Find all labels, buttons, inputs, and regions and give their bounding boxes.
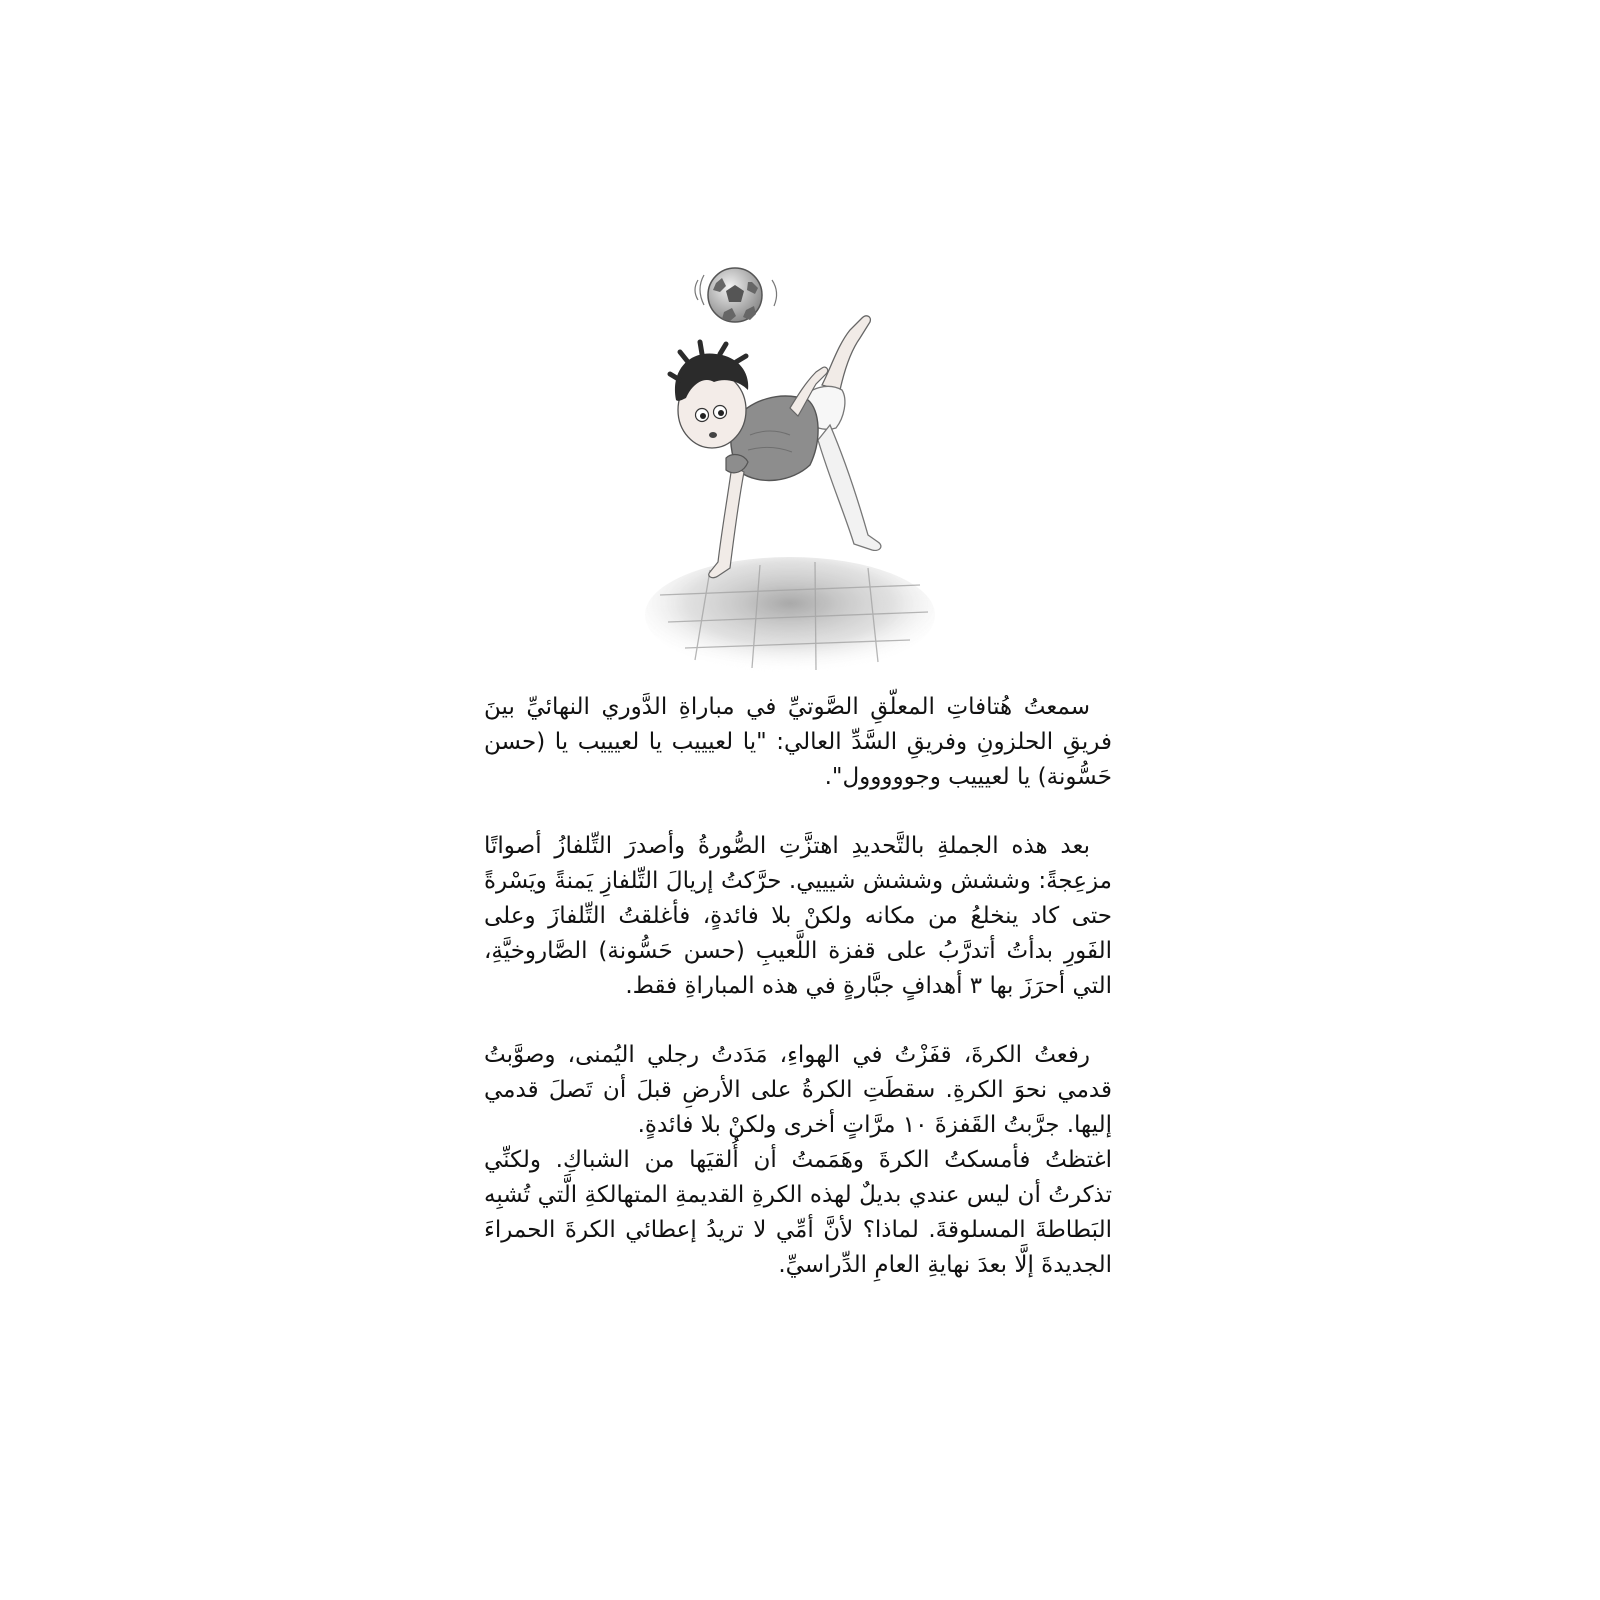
floor-tiles bbox=[645, 557, 935, 673]
football bbox=[708, 268, 762, 322]
illustration bbox=[640, 250, 940, 690]
paragraph-4: اغتظتُ فأمسكتُ الكرةَ وهَمَمتُ أن أُلقيَها من الشباكِ. ولكنِّي تذكرتُ أن ليس عندي بديلٌ لهذه الكرةِ القديمةِ المتهالكةِ الَّتي تُشبِه البَطاطةَ المسلوقةَ. لماذا؟ لأنَّ أمِّي لا تريدُ إعطائي الكرةَ الحمراءَ الجديدةَ إلَّا بعدَ نهايةِ العامِ الدِّراسيِّ. bbox=[484, 1147, 1112, 1278]
paragraph-1: سمعتُ هُتافاتِ المعلّقِ الصَّوتيِّ في مباراةِ الدَّوري النهائيِّ بينَ فريقِ الحلزونِ وفريقِ السَّدِّ العالي: "يا لعيييب يا لعيييب يا (حسن حَسُّونة) يا لعيييب وجووووول". bbox=[484, 694, 1112, 790]
boy-bicycle-kick-icon bbox=[640, 250, 940, 690]
paragraph-2: بعد هذه الجملةِ بالتَّحديدِ اهتزَّتِ الصُّورةُ وأصدرَ التِّلفازُ أصواتًا مزعِجةً: وششش وششش شيييي. حرَّكتُ إريالَ التِّلفازِ يَمنةً ويَسْرةً حتى كاد ينخلعُ من مكانه ولكنْ بلا فائدةٍ، فأغلقتُ التِّلفازَ وعلى الفَورِ بدأتُ أتدرَّبُ على قفزة اللَّعيبِ (حسن حَسُّونة) الصَّاروخيَّةِ، التي أحرَزَ بها ٣ أهدافٍ جبَّارةٍ في هذه المباراةِ فقط. bbox=[484, 833, 1112, 999]
paragraph-3: رفعتُ الكرةَ، قفَزْتُ في الهواءِ، مَدَدتُ رجلي اليُمنى، وصوَّبتُ قدمي نحوَ الكرةِ. سقطَتِ الكرةُ على الأرضِ قبلَ أن تَصلَ قدمي إليها. جرَّبتُ القَفزةَ ١٠ مرَّاتٍ أخرى ولكنْ بلا فائدةٍ. bbox=[484, 1042, 1112, 1138]
story-text bbox=[484, 690, 1112, 1283]
